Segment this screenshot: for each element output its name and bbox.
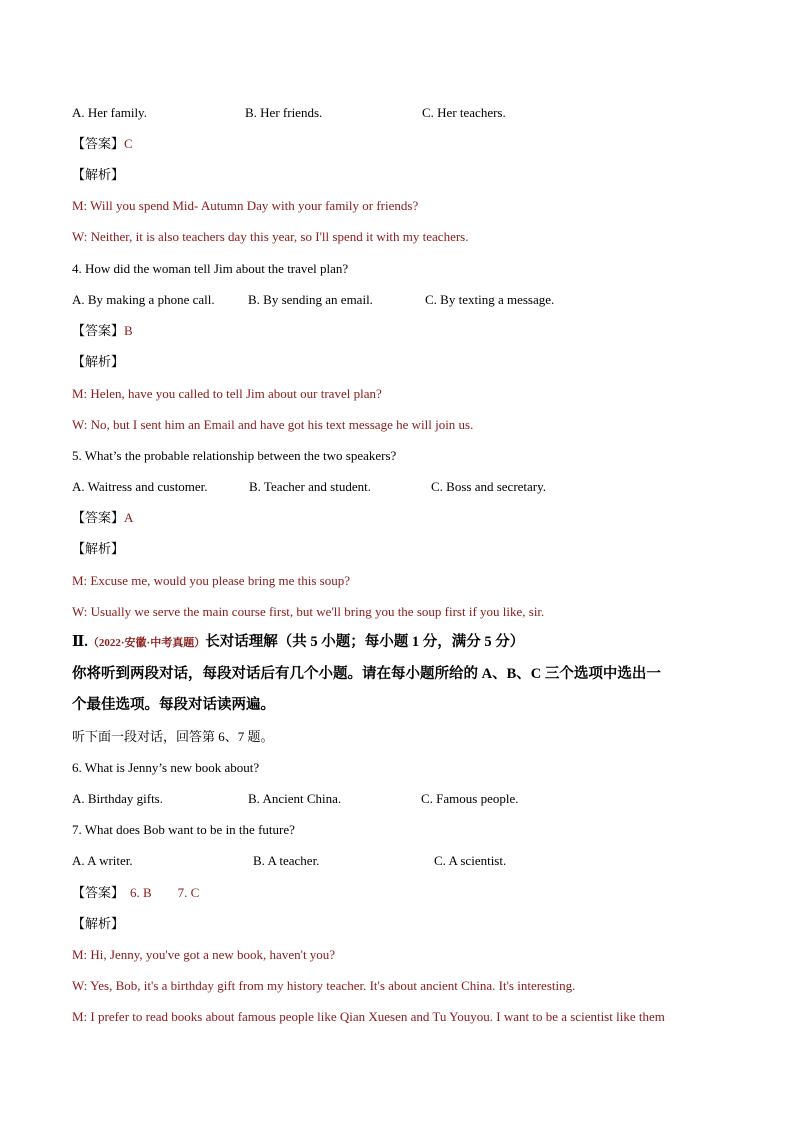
section-instructions: 你将听到两段对话，每段对话后有几个小题。请在每小题所给的 A、B、C 三个选项中选出一 xyxy=(72,666,661,682)
q3-options xyxy=(72,104,506,122)
answer-value: B xyxy=(124,323,133,338)
answer-label: 【答案】 xyxy=(72,136,125,151)
q7-options xyxy=(72,852,506,870)
q7-question: 7. What does Bob want to be in the future? xyxy=(72,822,295,837)
section-prompt: 听下面一段对话，回答第 6、7 题。 xyxy=(72,729,274,744)
q7-option-a: A. A writer. xyxy=(72,853,133,868)
answer-value: C xyxy=(124,136,133,151)
dialogue-line: M: Excuse me, would you please bring me this soup? xyxy=(72,573,351,588)
q7-option-c: C. A scientist. xyxy=(434,853,507,868)
q5-options xyxy=(72,478,546,496)
q4-options xyxy=(72,291,554,309)
answer-value: A xyxy=(124,510,134,525)
q7-option-b: B. A teacher. xyxy=(253,853,320,868)
section-numeral: Ⅱ. xyxy=(72,634,88,650)
q3-option-a: A. Her family. xyxy=(72,105,147,120)
q4-answer xyxy=(72,322,133,340)
q3-option-c: C. Her teachers. xyxy=(422,105,506,120)
section-heading xyxy=(72,633,524,652)
section-title: 长对话理解（共 5 小题；每小题 1 分，满分 5 分） xyxy=(205,634,525,650)
q6-options xyxy=(72,790,519,808)
q5-analysis-label: 【解析】 xyxy=(72,541,125,556)
q5-answer xyxy=(72,509,133,527)
dialogue-line: M: Helen, have you called to tell Jim about our travel plan? xyxy=(72,386,382,401)
answer-label: 【答案】 xyxy=(72,885,125,900)
section-instructions: 个最佳选项。每段对话读两遍。 xyxy=(72,697,275,713)
q3-option-b: B. Her friends. xyxy=(245,105,323,120)
dialogue-line: W: Usually we serve the main course first, but we'll bring you the soup first if you like, sir. xyxy=(72,604,545,619)
q5-option-a: A. Waitress and customer. xyxy=(72,479,208,494)
dialogue-line: M: Will you spend Mid- Autumn Day with your family or friends? xyxy=(72,198,419,213)
dialogue-line: M: Hi, Jenny, you've got a new book, haven't you? xyxy=(72,947,336,962)
q3-answer xyxy=(72,135,133,153)
q6-option-c: C. Famous people. xyxy=(421,791,519,806)
q5-option-b: B. Teacher and student. xyxy=(249,479,371,494)
q4-analysis-label: 【解析】 xyxy=(72,354,125,369)
q6-option-b: B. Ancient China. xyxy=(248,791,342,806)
q67-analysis-label: 【解析】 xyxy=(72,916,125,931)
q6-option-a: A. Birthday gifts. xyxy=(72,791,163,806)
answer-label: 【答案】 xyxy=(72,510,125,525)
q4-question: 4. How did the woman tell Jim about the travel plan? xyxy=(72,261,349,276)
answer-label: 【答案】 xyxy=(72,323,125,338)
dialogue-line: W: Yes, Bob, it's a birthday gift from my history teacher. It's about ancient China. It's interesting. xyxy=(72,978,576,993)
q4-option-c: C. By texting a message. xyxy=(425,292,555,307)
dialogue-line: W: Neither, it is also teachers day this year, so I'll spend it with my teachers. xyxy=(72,229,469,244)
q6-question: 6. What is Jenny’s new book about? xyxy=(72,760,260,775)
q5-question: 5. What’s the probable relationship between the two speakers? xyxy=(72,448,397,463)
dialogue-line: M: I prefer to read books about famous people like Qian Xuesen and Tu Youyou. I want to be a scientist like them xyxy=(72,1009,665,1024)
q4-option-a: A. By making a phone call. xyxy=(72,292,215,307)
q3-analysis-label: 【解析】 xyxy=(72,167,125,182)
dialogue-line: W: No, but I sent him an Email and have got his text message he will join us. xyxy=(72,417,474,432)
section-source: （2022·安徽·中考真题） xyxy=(87,637,206,649)
q67-answer xyxy=(72,884,199,902)
q4-option-b: B. By sending an email. xyxy=(248,292,373,307)
answer-value: 6. B 7. C xyxy=(130,885,200,900)
q5-option-c: C. Boss and secretary. xyxy=(431,479,547,494)
